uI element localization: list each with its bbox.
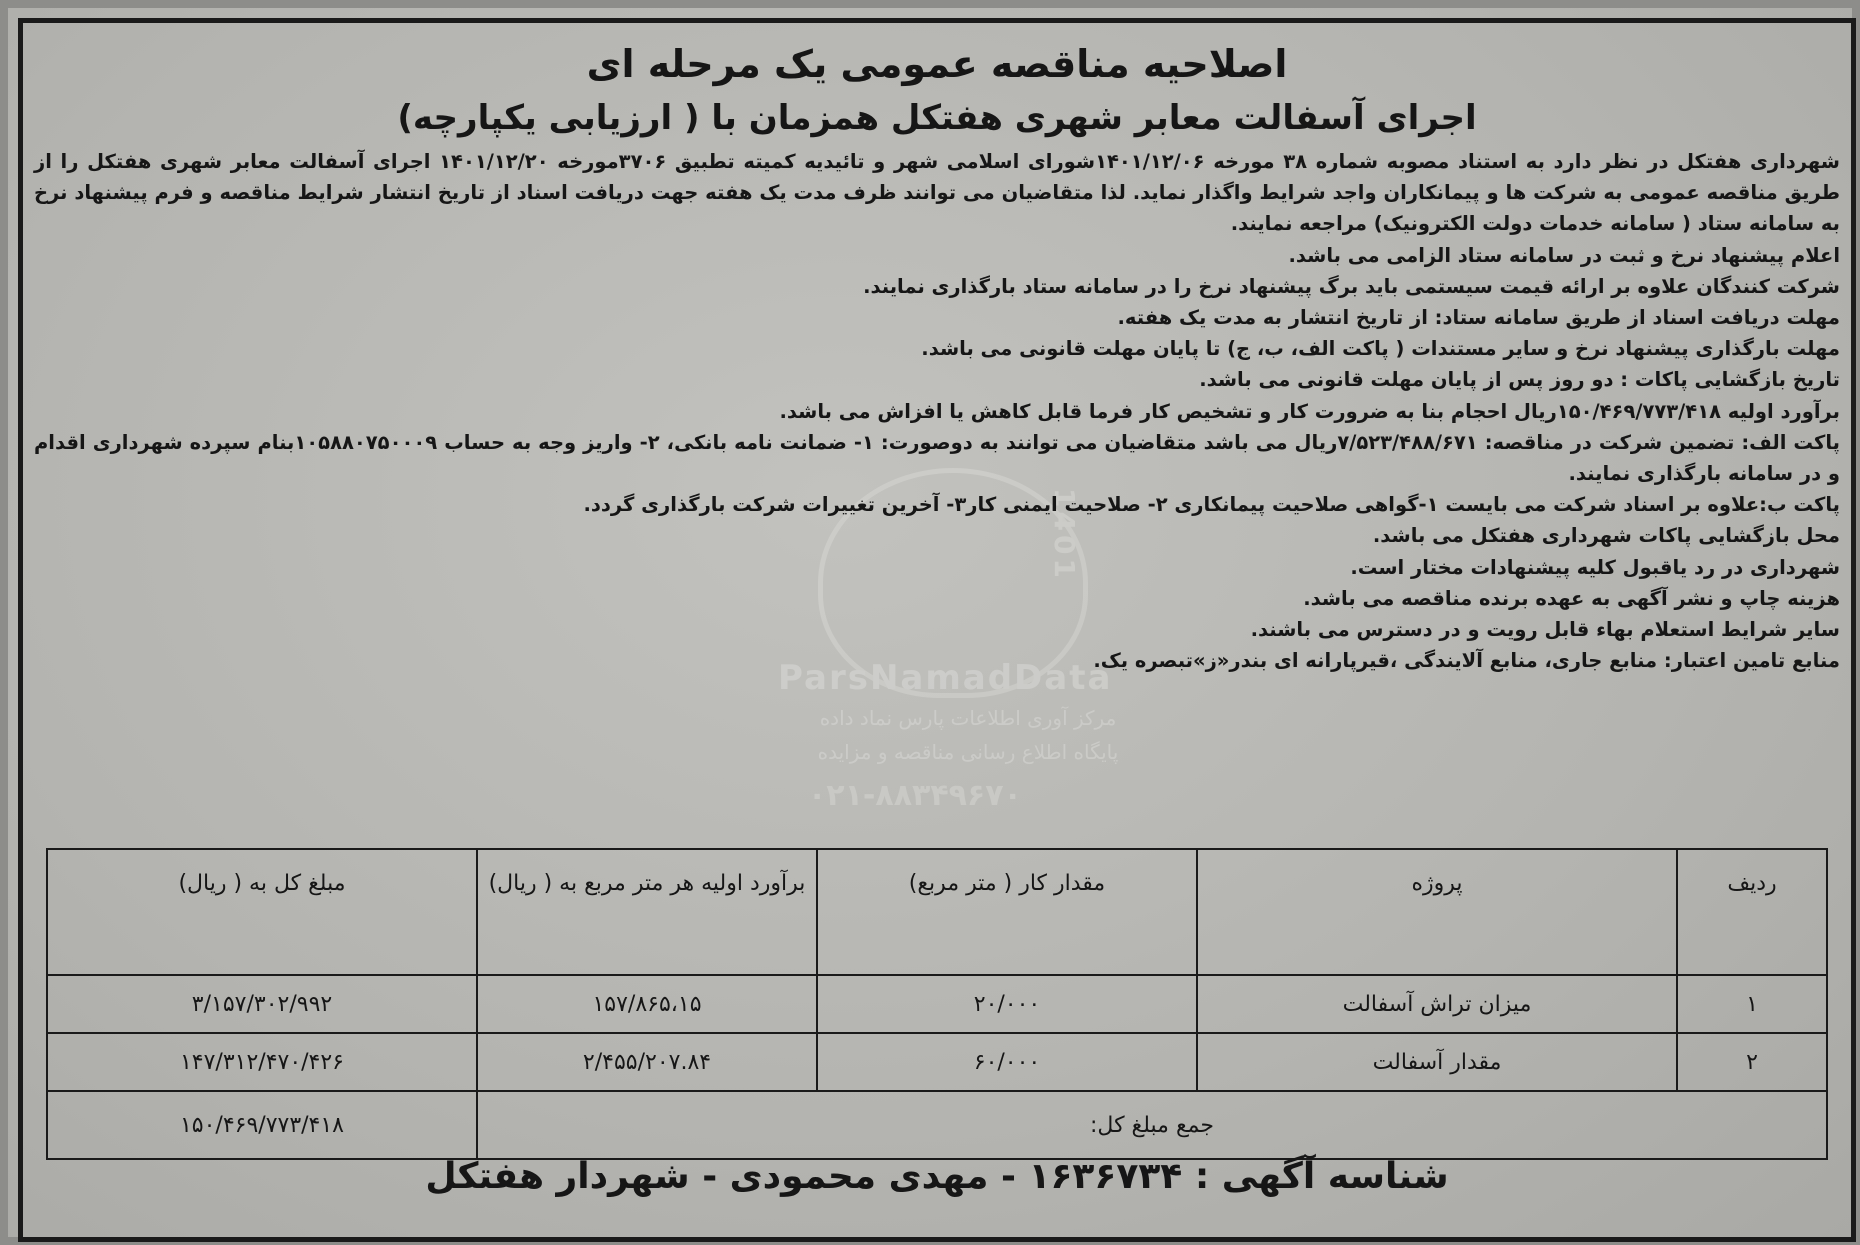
paragraph-ad-cost: هزینه چاپ و نشر آگهی به عهده برنده مناقصه می باشد. [1303,586,1840,610]
paragraph-doc-deadline: مهلت دریافت اسناد از طریق سامانه ستاد: از تاریخ انتشار به مدت یک هفته. [1117,306,1840,330]
watermark-phone: ۰۲۱-۸۸۳۴۹۶۷۰ [808,778,1022,813]
header-total: مبلغ کل به ( ریال) [47,849,477,975]
paragraph-rate-required: اعلام پیشنهاد نرخ و ثبت در سامانه ستاد الزامی می باشد. [1288,243,1840,267]
tender-notice [28,28,1846,1235]
total-label: جمع مبلغ کل: [477,1091,1827,1159]
cell-project: مقدار آسفالت [1197,1033,1677,1091]
watermark-line-1: مرکز آوری اطلاعات پارس نماد داده [819,706,1117,730]
cell-quantity: ۲۰/۰۰۰ [817,975,1197,1033]
paragraph-opening-date: تاریخ بازگشایی پاکات : دو روز پس از پایان مهلت قانونی می باشد. [1199,368,1840,392]
notice-footer: شناسه آگهی : ۱۶۳۶۷۳۴ - مهدی محمودی - شهردار هفتکل [425,1156,1449,1197]
cell-quantity: ۶۰/۰۰۰ [817,1033,1197,1091]
paragraph-estimate: برآورد اولیه ۱۵۰/۴۶۹/۷۷۳/۴۱۸ریال احجام بنا به ضرورت کار و تشخیص کار فرما قابل کاهش یا افزاش می باشد. [779,399,1840,423]
cell-unit-price: ۲/۴۵۵/۲۰۷.۸۴ [477,1033,817,1091]
table-total-row [47,1091,1827,1159]
total-value: ۱۵۰/۴۶۹/۷۷۳/۴۱۸ [47,1091,477,1159]
watermark-line-2: پایگاه اطلاع رسانی مناقصه و مزایده [817,740,1119,764]
header-row-number: ردیف [1677,849,1827,975]
cell-row-number: ۲ [1677,1033,1827,1091]
cell-unit-price: ۱۵۷/۸۶۵،۱۵ [477,975,817,1033]
cell-row-number: ۱ [1677,975,1827,1033]
notice-subtitle: اجرای آسفالت معابر شهری هفتکل همزمان با ( ارزیابی یکپارچه) [397,98,1477,138]
notice-body [34,146,1840,676]
paragraph-funding: منابع تامین اعتبار: منابع جاری، منابع آلایندگی ،قیرپارانه ای بندر«ز»تبصره یک. [1093,649,1840,673]
table-row [47,1033,1827,1091]
paragraph-intro: شهرداری هفتکل در نظر دارد به استناد مصوبه شماره ۳۸ مورخه ۱۴۰۱/۱۲/۰۶شورای اسلامی شهر و تائیدیه کمیته تطبیق ۳۷۰۶مورخه ۱۴۰۱/۱۲/۲۰ اجرای آسفالت معابر شهری هفتکل را از طریق مناقصه عمومی به شرکت ها و پیمانکاران واجد شرایط واگذار نماید. لذا متقاضیان می توانند ظرف مدت یک هفته جهت دریافت اسناد از تاریخ انتشار شرایط مناقصه و فرم پیشنهاد نرخ به سامانه ستاد ( سامانه خدمات دولت الکترونیک) مراجعه نمایند. [34,150,1840,236]
watermark-brand: ParsNamadData [778,658,1113,698]
cell-project: میزان تراش آسفالت [1197,975,1677,1033]
header-project: پروژه [1197,849,1677,975]
cell-total: ۱۴۷/۳۱۲/۴۷۰/۴۲۶ [47,1033,477,1091]
header-unit-price: برآورد اولیه هر متر مربع به ( ریال) [477,849,817,975]
tender-items-table [46,848,1828,1160]
paragraph-other-terms: سایر شرایط استعلام بهاء قابل رویت و در دسترس می باشند. [1250,618,1840,642]
paragraph-upload-deadline: مهلت بارگذاری پیشنهاد نرخ و سایر مستندات ( پاکت الف، ب، ج) تا پایان مهلت قانونی می باشد. [921,337,1840,361]
table-row [47,975,1827,1033]
notice-title: اصلاحیه مناقصه عمومی یک مرحله ای [586,42,1288,86]
paragraph-envelope-a: پاکت الف: تضمین شرکت در مناقصه: ۷/۵۲۳/۴۸۸/۶۷۱ریال می باشد متقاضیان می توانند به دوصورت: ۱- ضمانت نامه بانکی، ۲- واریز وجه به حساب ۱۰۵۸۸۰۷۵۰۰۰۹بنام سپرده شهرداری اقدام و در سامانه بارگذاری نمایند. [34,430,1841,486]
watermark-code: 1401 [1048,488,1081,582]
paragraph-opening-place: محل بازگشایی پاکات شهرداری هفتکل می باشد. [1372,524,1840,548]
table-header-row [47,849,1827,975]
paragraph-envelope-b: پاکت ب:علاوه بر اسناد شرکت می بایست ۱-گواهی صلاحیت پیمانکاری ۲- صلاحیت ایمنی کار۳- آخرین تغییرات شرکت بارگذاری گردد. [583,493,1840,517]
paragraph-reject-accept: شهرداری در رد یاقبول کلیه پیشنهادات مختار است. [1350,555,1840,579]
paragraph-upload-form: شرکت کنندگان علاوه بر ارائه قیمت سیستمی باید برگ پیشنهاد نرخ را در سامانه ستاد بارگذاری نمایند. [863,274,1840,298]
header-quantity: مقدار کار ( متر مربع) [817,849,1197,975]
cell-total: ۳/۱۵۷/۳۰۲/۹۹۲ [47,975,477,1033]
